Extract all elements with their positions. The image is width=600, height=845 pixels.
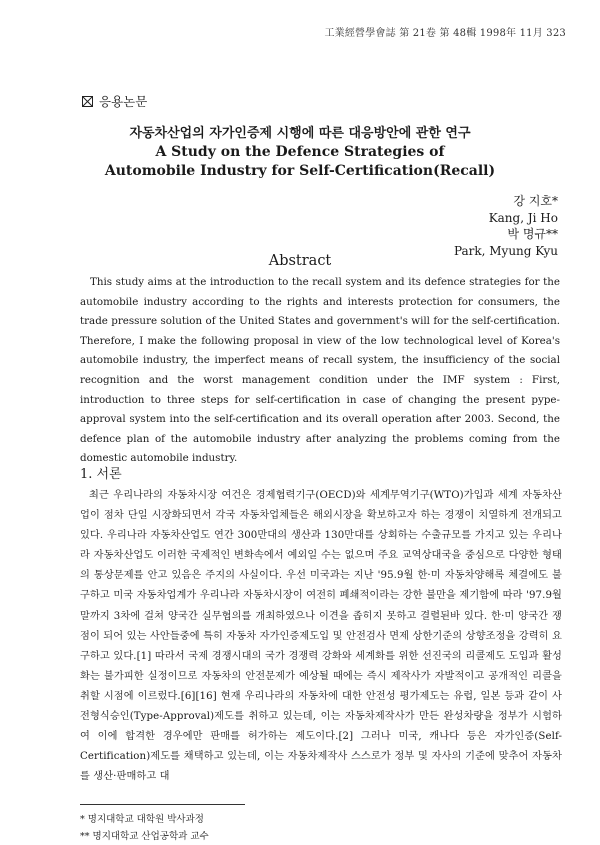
abstract-heading: Abstract [268,253,332,269]
footnote-divider [80,804,245,805]
author-block [454,193,558,259]
author-name: 강 지호* [513,194,558,208]
section-tag-label: 응용논문 [99,94,148,109]
section-heading: 1. 서론 [80,467,122,482]
footnote: * 명지대학교 대학원 박사과정 [80,814,204,825]
title-english [0,143,600,181]
author-name: Park, Myung Kyu [453,243,558,258]
section-body-text: 최근 우리나라의 자동차시장 여건은 경제협력기구(OECD)와 세계무역기구(WTO)가입과 세계 자동차산업이 점차 단일 시장화되면서 각국 자동차업체들은 해외시장을 확보하고자 하는 경쟁이 치열하게 전개되고 있다. 우리나라 자동차산업도 연간 300만대의 생산과 130만대를 상회하는 수출규모를 가지고 있는 우리나라 자동차산업도 이러한 국제적인 변화속에서 예외일 수는 없으며 주요 교역상대국을 중심으로 다양한 형태의 통상문제를 안고 있음은 주지의 사실이다. 우선 미국과는 지난 '95.9월 한·미 자동차양해록 체결에도 불구하고 미국 자동차업계가 우리나라 자동차시장이 여전히 폐쇄적이라는 강한 불만을 제기함에 따라 '97.9월말까지 3차에 걸쳐 양국간 실무협의를 개최하였으나 이견을 좁히지 못하고 결렬된바 있다. 한·미 양국간 쟁점이 되어 있는 사안들중에 특히 자동차 자가인증제도입 및 안전검사 면제 상한기준의 상향조정을 강력히 요구하고 있다.[1] 따라서 국제 경쟁시대의 국가 경쟁력 강화와 세계화를 위한 선진국의 리콜제도 도입과 활성화는 불가피한 실정이므로 자동차의 안전문제가 예상될 때에는 즉시 제작사가 자발적이고 공개적인 리콜을 취할 시점에 이르렀다.[6][16] 현재 우리나라의 자동차에 대한 안전성 평가제도는 유럽, 일본 등과 같이 사전형식승인(Type-Approval)제도를 취하고 있는데, 이는 자동차제작사가 만든 완성차량을 정부가 시험하여 이에 합격한 경우에만 판매를 허가하는 제도이다.[2] 그러나 미국, 캐나다 등은 자가인증(Self-Certification)제도를 채택하고 있는데, 이는 자동차제작사 스스로가 정부 및 자사의 기준에 맞추어 자동차를 생산·판매하고 대 [80,490,562,783]
title-korean: 자동차산업의 자가인증제 시행에 따른 대응방안에 관한 연구 [129,126,471,141]
author-name: 박 명규** [507,227,558,241]
footnotes [80,811,209,845]
title-english-line-1: A Study on the Defence Strategies of [155,144,445,160]
abstract-text: This study aims at the introduction to the recall system and its defence strategies for the automobile industry according to the rights and interests protection for consumers, the trade pressure solution of the United States and government's will for the self-certification. Therefore, I make the following proposal in view of the low technological level of Korea's automobile industry, the imperfect means of recall system, the insufficiency of the social recognition and the worst management condition under the IMF system : First, introduction to three steps for self-certification in case of changing the present pype-approval system into the self-certification and its overall operation after 2003. Second, the defence plan of the automobile industry after analyzing the problems coming from the domestic automobile industry. [80,276,560,465]
running-head: 工業經營學會誌 第 21卷 第 48輯 1998年 11月 323 [324,28,566,39]
section-tag [82,92,147,110]
boxed-x-icon [82,96,93,107]
author-name: Kang, Ji Ho [488,210,558,225]
title-english-line-2: Automobile Industry for Self-Certification(Recall) [104,163,496,179]
footnote: ** 명지대학교 산업공학과 교수 [80,831,209,842]
